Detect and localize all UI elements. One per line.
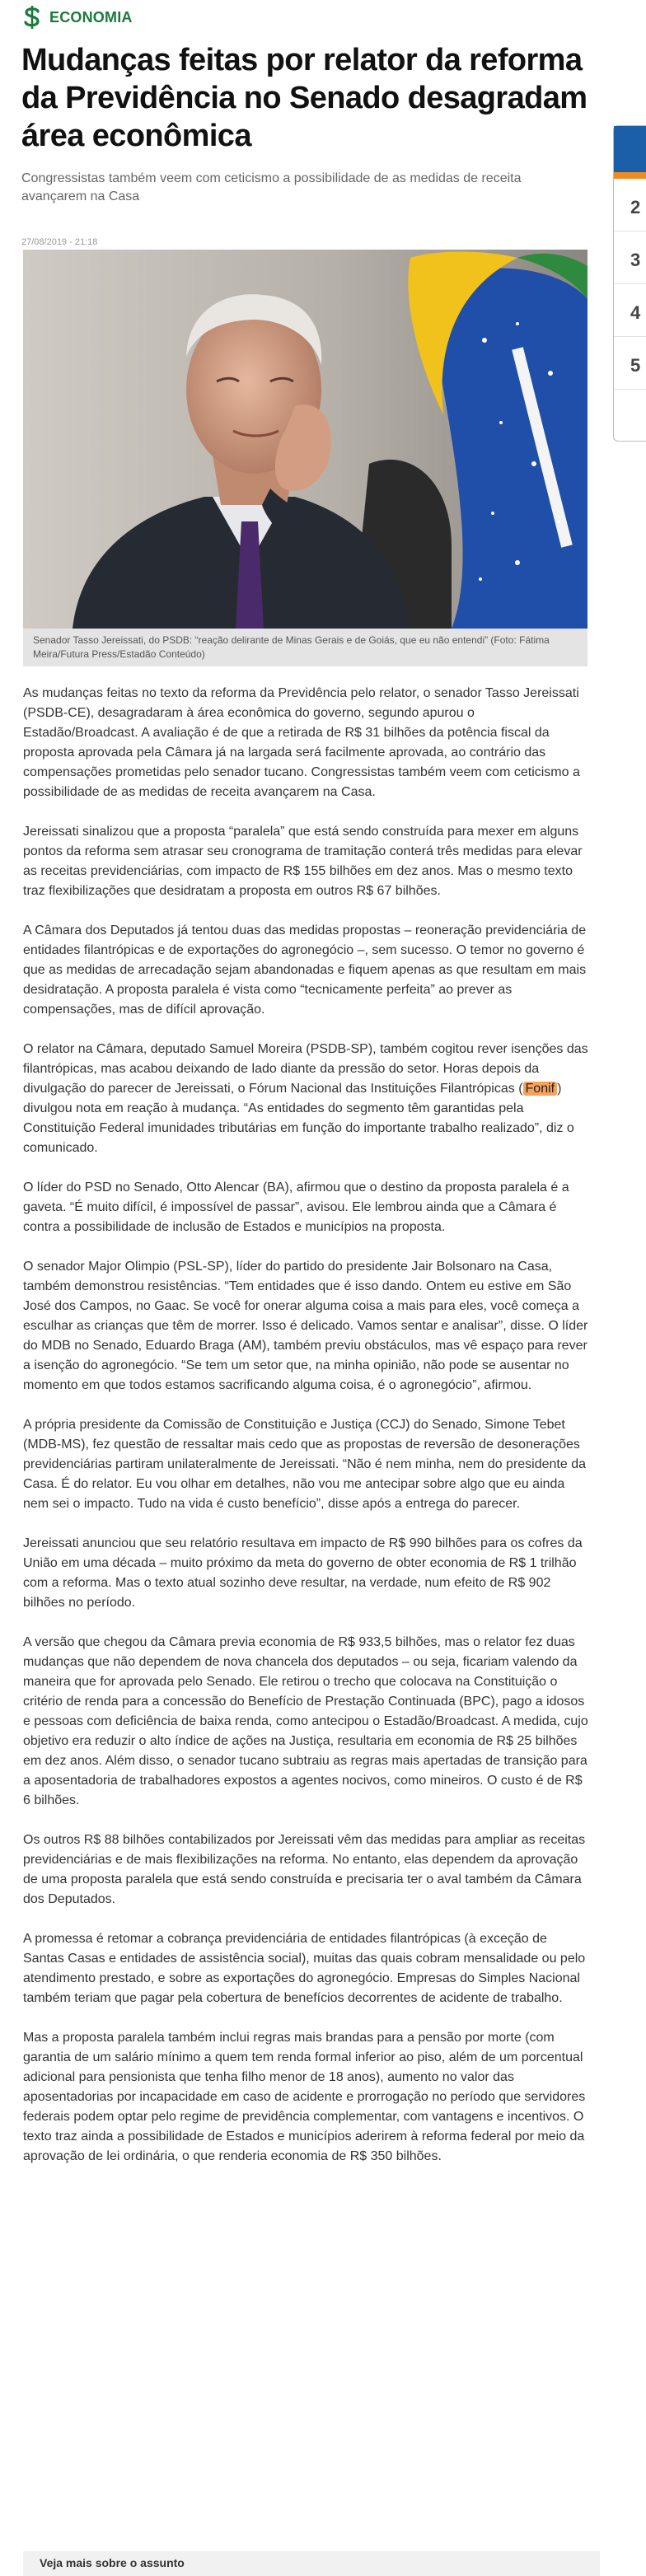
paragraph-text: O relator na Câmara, deputado Samuel Moreira (PSDB-SP), também cogitou rever isenções das filantrópicas, mas acabou deixando de lado diante da pressão do setor. Horas depois da divulgação do parecer de Jereissati, o Fórum Nacional das Instituições Filantrópicas (	[23, 1042, 588, 1096]
paragraph: A promessa é retomar a cobrança previdenciária de entidades filantrópicas (à exceção de Santas Casas e entidades de assistência social), muitas das quais cobram mensalidade ou pelo atendimento prestado, e sobre as exportações do agronegócio. Empresas do Simples Nacional também teriam que pagar pela cobertura de benefícios decorrentes de acidente de trabalho.	[23, 1932, 586, 2005]
paragraph: Os outros R$ 88 bilhões contabilizados por Jereissati vêm das medidas para ampliar as receitas previdenciárias e de mais flexibilizações na reforma. No entanto, elas dependem da aprovação de uma proposta paralela que está sendo construída e precisaria ter o aval também da Câmara dos Deputados.	[23, 1833, 586, 1906]
paragraph: O senador Major Olimpio (PSL-SP), líder do partido do presidente Jair Bolsonaro na Casa, também demonstrou resistências. “Tem entidades que é isso dando. Ontem eu estive em São José dos Campos, no Gaac. Se você for onerar alguma coisa a mais para eles, você começa a esculhar as crianças que têm de morrer. Isso é delicado. Vamos sentar e analisar”, disse. O líder do MDB no Senado, Eduardo Braga (AM), também previu obstáculos, mas vê espaço para rever a isenção do agronegócio. “Se tem um setor que, na minha opinião, não pode se ausentar no momento em que todos estamos sacrificando alguma coisa, é o agronegócio”, afirmou.	[23, 1260, 588, 1392]
ranking-item[interactable]	[614, 179, 646, 231]
paragraph: Jereissati anunciou que seu relatório resultava em impacto de R$ 990 bilhões para os cofres da União em uma década – muito próximo da meta do governo de obter economia de R$ 1 trilhão com a reforma. Mas o texto atual sozinho deve resultar, na verdade, num efeito de R$ 902 bilhões no período.	[23, 1536, 583, 1610]
ranking-widget[interactable]	[613, 125, 646, 442]
ranking-number: 2	[630, 197, 641, 217]
article-subtitle: Congressistas também veem com ceticismo a possibilidade de as medidas de receita avançarem na Casa	[21, 171, 522, 203]
paragraph: As mudanças feitas no texto da reforma da Previdência pelo relator, o senador Tasso Jereissati (PSDB-CE), desagradaram à área econômica do governo, segundo apurou o Estadão/Broadcast. A avaliação é de que a retirada de R$ 31 bilhões da potência fiscal da proposta aprovada pela Câmara já na largada será facilmente aprovada, ao contrário das compensações prometidas pelo senador tucano. Congressistas também veem com ceticismo a possibilidade de as medidas de receita avançarem na Casa.	[23, 686, 580, 799]
ranking-number: 3	[630, 250, 641, 270]
article-date: 27/08/2019 - 21:18	[21, 237, 98, 247]
paragraph	[23, 1040, 592, 1158]
section-header[interactable]	[21, 3, 133, 31]
ranking-item[interactable]	[614, 231, 646, 284]
paragraph: Mas a proposta paralela também inclui regras mais brandas para a pensão por morte (com garantia de um salário mínimo a quem tem renda formal inferior ao piso, além de um porcentual adicional para pensionista que tenha filho menor de 18 anos), aumento no valor das aposentadorias por incapacidade em caso de acidente e prorrogação no período que servidores federais podem optar pelo regime de previdência complementar, com vantagens e incentivos. O texto traz ainda a possibilidade de Estados e municípios aderirem à reforma federal por meio da aprovação de lei ordinária, o que renderia economia de R$ 350 bilhões.	[23, 2031, 586, 2163]
ranking-item[interactable]	[614, 284, 646, 337]
paragraph: O líder do PSD no Senado, Otto Alencar (BA), afirmou que o destino da proposta paralela é a gaveta. “É muito difícil, é impossível de passar”, avisou. Ele lembrou ainda que a Câmara é contra a possibilidade de inclusão de Estados e municípios na proposta.	[23, 1180, 569, 1234]
section-label: ECONOMIA	[49, 8, 133, 26]
article-body	[23, 684, 592, 2186]
paragraph: A Câmara dos Deputados já tentou duas das medidas propostas – reoneração previdenciária de entidades filantrópicas e de exportações do agronegócio –, sem sucesso. O temor no governo é que as medidas de arrecadação sejam abandonadas e fiquem apenas as que resultam em mais desidratação. A proposta paralela é vista como “tecnicamente perfeita” ao prever as compensações, mas de difícil aprovação.	[23, 923, 587, 1017]
article-photo	[23, 250, 587, 629]
paragraph: A própria presidente da Comissão de Constituição e Justiça (CCJ) do Senado, Simone Tebet (MDB-MS), fez questão de ressaltar mais cedo que as propostas de reversão de desonerações previdenciárias partiram unilateralmente de Jereissati. “Não é nem minha, nem do presidente da Casa. É do relator. Eu vou olhar em detalhes, não vou me antecipar sobre algo que eu ainda nem sei o impacto. Tudo na vida é custo benefício”, disse após a entrega do parecer.	[23, 1418, 587, 1511]
dollar-sign-icon	[21, 5, 43, 30]
highlight-fonif[interactable]: Fonif	[523, 1082, 558, 1096]
ranking-widget-accent	[614, 172, 646, 179]
photo-caption: Senador Tasso Jereissati, do PSDB: “reação delirante de Minas Gerais e de Goiás, que eu não entendi” (Foto: Fátima Meira/Futura Press/Estadão Conteúdo)	[23, 629, 587, 666]
paragraph: A versão que chegou da Câmara previa economia de R$ 933,5 bilhões, mas o relator fez duas mudanças que não dependem de nova chancela dos deputados – ou seja, ficariam valendo da maneira que for aprovada pelo Senado. Ele retirou o trecho que colocava na Constituição o critério de renda para a concessão do Benefício de Prestação Continuada (BPC), pago a idosos e pessoas com deficiência de baixa renda, como antecipou o Estadão/Broadcast. A medida, cujo objetivo era reduzir o alto índice de ações na Justiça, resultaria em economia de R$ 25 bilhões em dez anos. Além disso, o senador tucano subtraiu as regras mais apertadas de transição para a aposentadoria de trabalhadores expostos a agentes nocivos, como mineiros. O custo é de R$ 6 bilhões.	[23, 1635, 588, 1807]
article-title: Mudanças feitas por relator da reforma da Previdência no Senado desagradam área econômica	[21, 43, 587, 153]
ranking-item[interactable]	[614, 337, 646, 390]
ranking-widget-header	[614, 126, 646, 172]
paragraph-text: ) divulgou nota em reação à mudança. “As entidades do segmento têm garantidas pela Constituição Federal imunidades tributárias em função do importante trabalho realizado”, diz o comunicado.	[23, 1082, 574, 1155]
senator-photo-image	[23, 250, 587, 629]
ranking-number: 5	[630, 355, 641, 376]
ranking-number: 4	[630, 302, 641, 323]
paragraph: Jereissati sinalizou que a proposta “paralela” que está sendo construída para mexer em alguns pontos da reforma sem atrasar seu cronograma de tramitação conterá três medidas para elevar as receitas previdenciárias, com impacto de R$ 155 bilhões em dez anos. Mas o mesmo texto traz flexibilizações que desidratam a proposta em outros R$ 67 bilhões.	[23, 825, 583, 898]
read-more-banner[interactable]: Veja mais sobre o assunto	[23, 2551, 600, 2576]
